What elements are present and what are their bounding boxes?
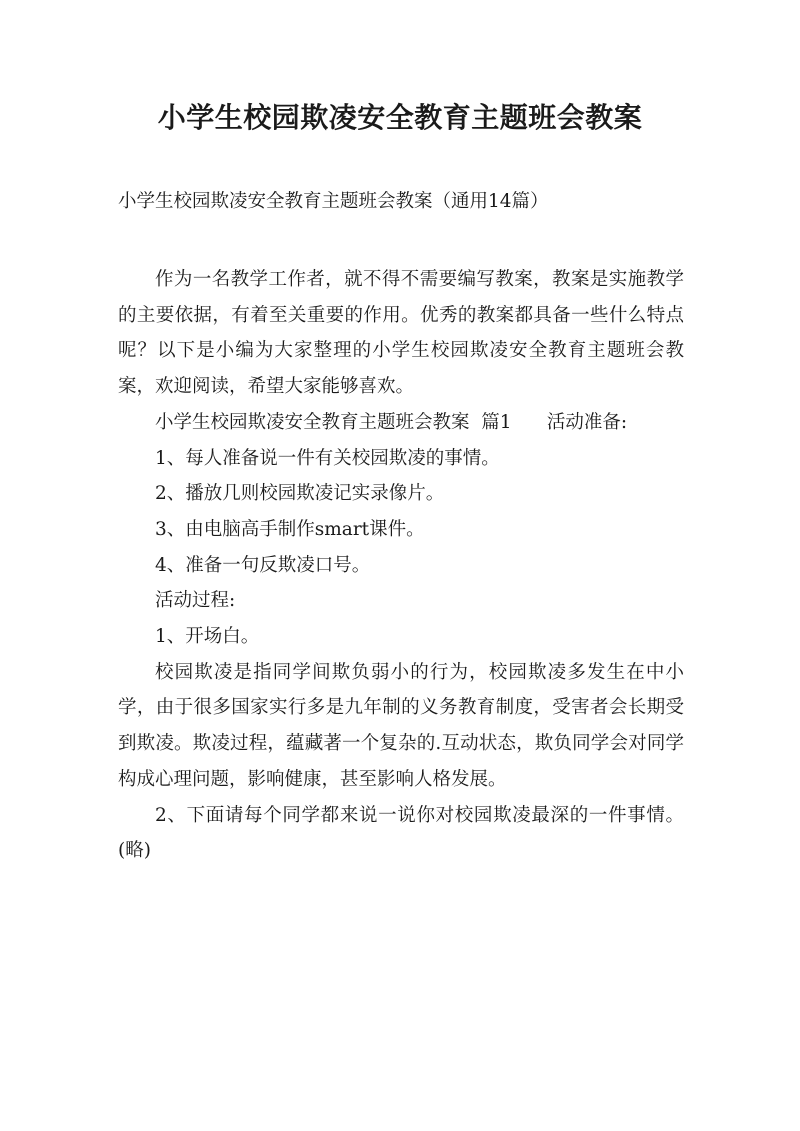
document-body [118, 262, 684, 869]
prep-item: 1、每人准备说一件有关校园欺凌的事情。 [155, 447, 500, 469]
prep-item: 2、播放几则校园欺凌记实录像片。 [155, 483, 445, 505]
prep-item: 3、由电脑高手制作smart课件。 [155, 518, 425, 540]
document-title: 小学生校园欺凌安全教育主题班会教案 [157, 101, 643, 134]
section-1-heading: 小学生校园欺凌安全教育主题班会教案 篇1 活动准备: [155, 411, 628, 433]
intro-paragraph: 作为一名教学工作者，就不得不需要编写教案，教案是实施教学的主要依据，有着至关重要的作用。优秀的教案都具备一些什么特点呢？以下是小编为大家整理的小学生校园欺凌安全教育主题班会教案，欢迎阅读，希望大家能够喜欢。 [118, 269, 684, 398]
document-subtitle: 小学生校园欺凌安全教育主题班会教案（通用14篇） [118, 191, 549, 212]
step-1-heading: 1、开场白。 [155, 626, 260, 648]
process-heading: 活动过程: [155, 590, 236, 612]
step-2-paragraph: 2、下面请每个同学都来说一说你对校园欺凌最深的一件事情。(略) [118, 804, 684, 862]
step-1-paragraph: 校园欺凌是指同学间欺负弱小的行为，校园欺凌多发生在中小学，由于很多国家实行多是九年制的义务教育制度，受害者会长期受到欺凌。欺凌过程，蕴藏著一个复杂的.互动状态，欺负同学会对同学构成心理问题，影响健康，甚至影响人格发展。 [118, 661, 684, 790]
prep-item: 4、准备一句反欺凌口号。 [155, 554, 371, 576]
